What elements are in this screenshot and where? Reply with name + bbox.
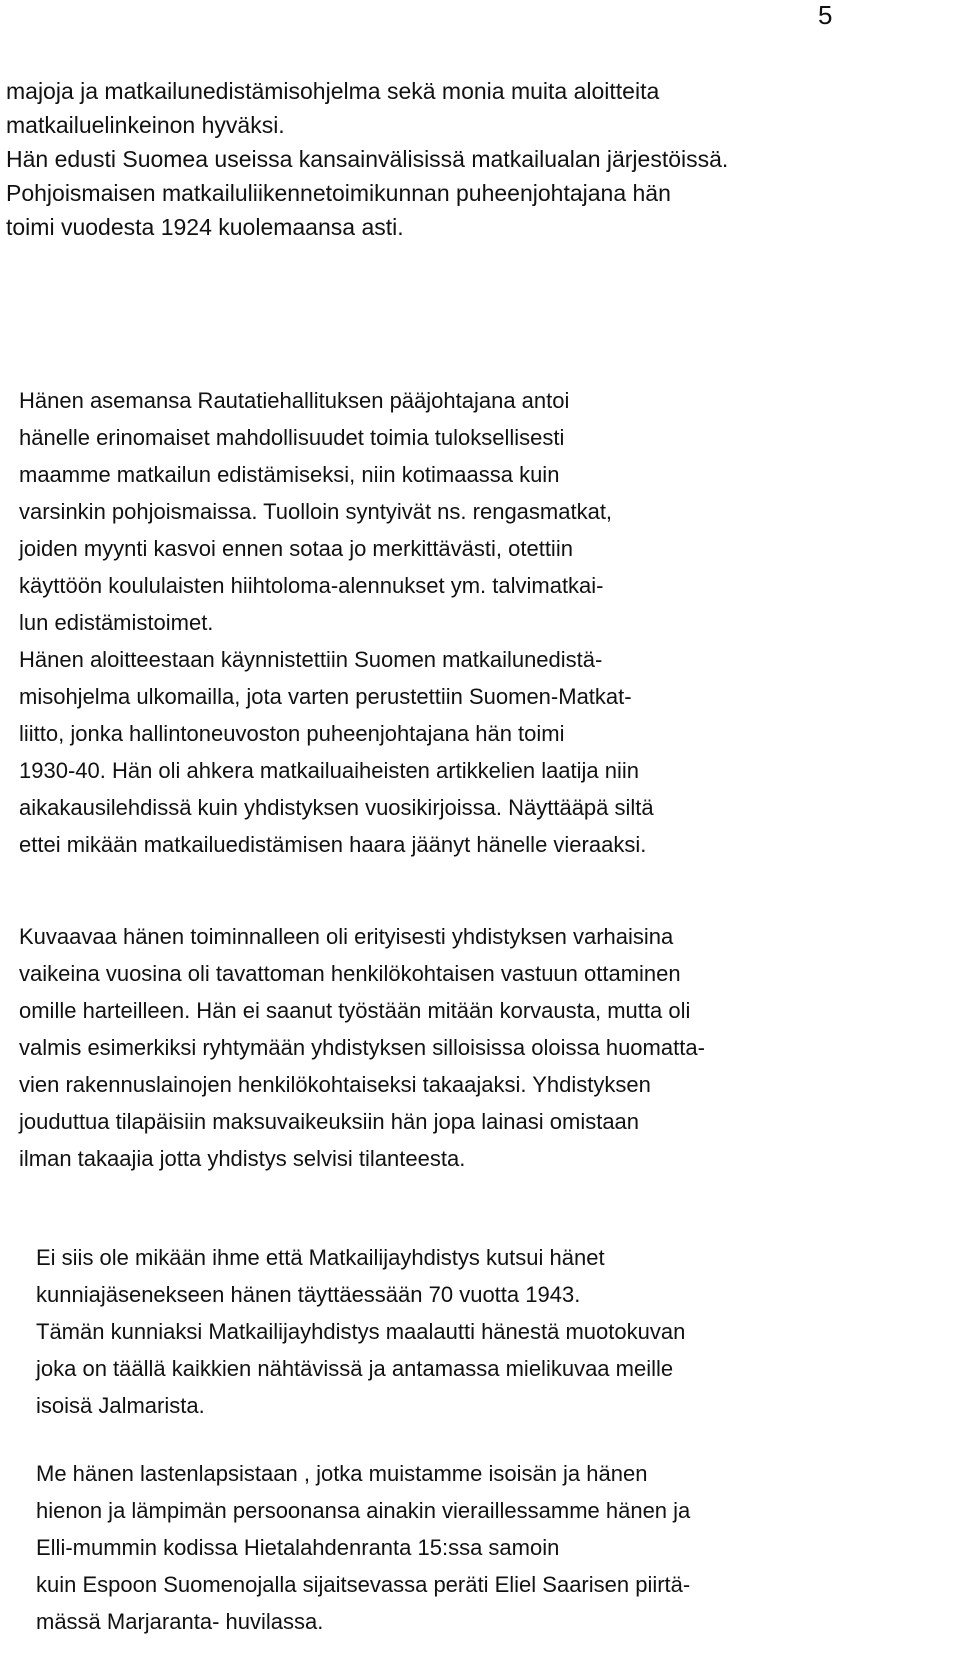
text-line: Tämän kunniaksi Matkailijayhdistys maalautti hänestä muotokuvan bbox=[36, 1319, 686, 1344]
text-line: joka on täällä kaikkien nähtävissä ja antamassa mielikuvaa meille bbox=[36, 1356, 674, 1381]
paragraph-5 bbox=[36, 1455, 690, 1640]
text-line: aikakausilehdissä kuin yhdistyksen vuosikirjoissa. Näyttääpä siltä bbox=[19, 795, 654, 820]
text-line: käyttöön koululaisten hiihtoloma-alennukset ym. talvimatkai- bbox=[19, 573, 604, 598]
paragraph-1 bbox=[6, 74, 728, 244]
text-line: isoisä Jalmarista. bbox=[36, 1393, 205, 1418]
paragraph-2 bbox=[19, 382, 654, 863]
text-line: Hänen asemansa Rautatiehallituksen pääjohtajana antoi bbox=[19, 388, 570, 413]
text-line: lun edistämistoimet. bbox=[19, 610, 214, 635]
text-line: mässä Marjaranta- huvilassa. bbox=[36, 1609, 324, 1634]
text-line: Kuvaavaa hänen toiminnalleen oli erityisesti yhdistyksen varhaisina bbox=[19, 924, 674, 949]
page-number: 5 bbox=[818, 0, 833, 30]
text-line: kunniajäsenekseen hänen täyttäessään 70 vuotta 1943. bbox=[36, 1282, 581, 1307]
text-line: toimi vuodesta 1924 kuolemaansa asti. bbox=[6, 214, 404, 240]
text-line: vien rakennuslainojen henkilökohtaiseksi takaajaksi. Yhdistyksen bbox=[19, 1072, 651, 1097]
text-line: vaikeina vuosina oli tavattoman henkilökohtaisen vastuun ottaminen bbox=[19, 961, 681, 986]
text-line: Ei siis ole mikään ihme että Matkailijayhdistys kutsui hänet bbox=[36, 1245, 605, 1270]
text-line: misohjelma ulkomailla, jota varten perustettiin Suomen-Matkat- bbox=[19, 684, 632, 709]
text-line: joiden myynti kasvoi ennen sotaa jo merkittävästi, otettiin bbox=[19, 536, 573, 561]
paragraph-3 bbox=[19, 918, 705, 1177]
text-line: ettei mikään matkailuedistämisen haara jäänyt hänelle vieraaksi. bbox=[19, 832, 647, 857]
text-line: liitto, jonka hallintoneuvoston puheenjohtajana hän toimi bbox=[19, 721, 565, 746]
text-line: varsinkin pohjoismaissa. Tuolloin syntyivät ns. rengasmatkat, bbox=[19, 499, 613, 524]
text-line: ilman takaajia jotta yhdistys selvisi tilanteesta. bbox=[19, 1146, 466, 1171]
text-line: Hänen aloitteestaan käynnistettiin Suomen matkailunedistä- bbox=[19, 647, 603, 672]
text-line: Elli-mummin kodissa Hietalahdenranta 15:ssa samoin bbox=[36, 1535, 560, 1560]
text-line: valmis esimerkiksi ryhtymään yhdistyksen silloisissa oloissa huomatta- bbox=[19, 1035, 705, 1060]
text-line: kuin Espoon Suomenojalla sijaitsevassa peräti Eliel Saarisen piirtä- bbox=[36, 1572, 691, 1597]
text-line: majoja ja matkailunedistämisohjelma sekä monia muita aloitteita bbox=[6, 78, 660, 104]
text-line: omille harteilleen. Hän ei saanut työstään mitään korvausta, mutta oli bbox=[19, 998, 691, 1023]
text-line: Pohjoismaisen matkailuliikennetoimikunnan puheenjohtajana hän bbox=[6, 180, 671, 206]
text-line: hienon ja lämpimän persoonansa ainakin vieraillessamme hänen ja bbox=[36, 1498, 691, 1523]
text-line: jouduttua tilapäisiin maksuvaikeuksiin hän jopa lainasi omistaan bbox=[19, 1109, 640, 1134]
text-line: 1930-40. Hän oli ahkera matkailuaiheisten artikkelien laatija niin bbox=[19, 758, 640, 783]
text-line: Hän edusti Suomea useissa kansainvälisissä matkailualan järjestöissä. bbox=[6, 146, 729, 172]
text-line: hänelle erinomaiset mahdollisuudet toimia tuloksellisesti bbox=[19, 425, 565, 450]
text-line: maamme matkailun edistämiseksi, niin kotimaassa kuin bbox=[19, 462, 560, 487]
text-line: matkailuelinkeinon hyväksi. bbox=[6, 112, 285, 138]
paragraph-4 bbox=[36, 1239, 685, 1424]
text-line: Me hänen lastenlapsistaan , jotka muistamme isoisän ja hänen bbox=[36, 1461, 648, 1486]
